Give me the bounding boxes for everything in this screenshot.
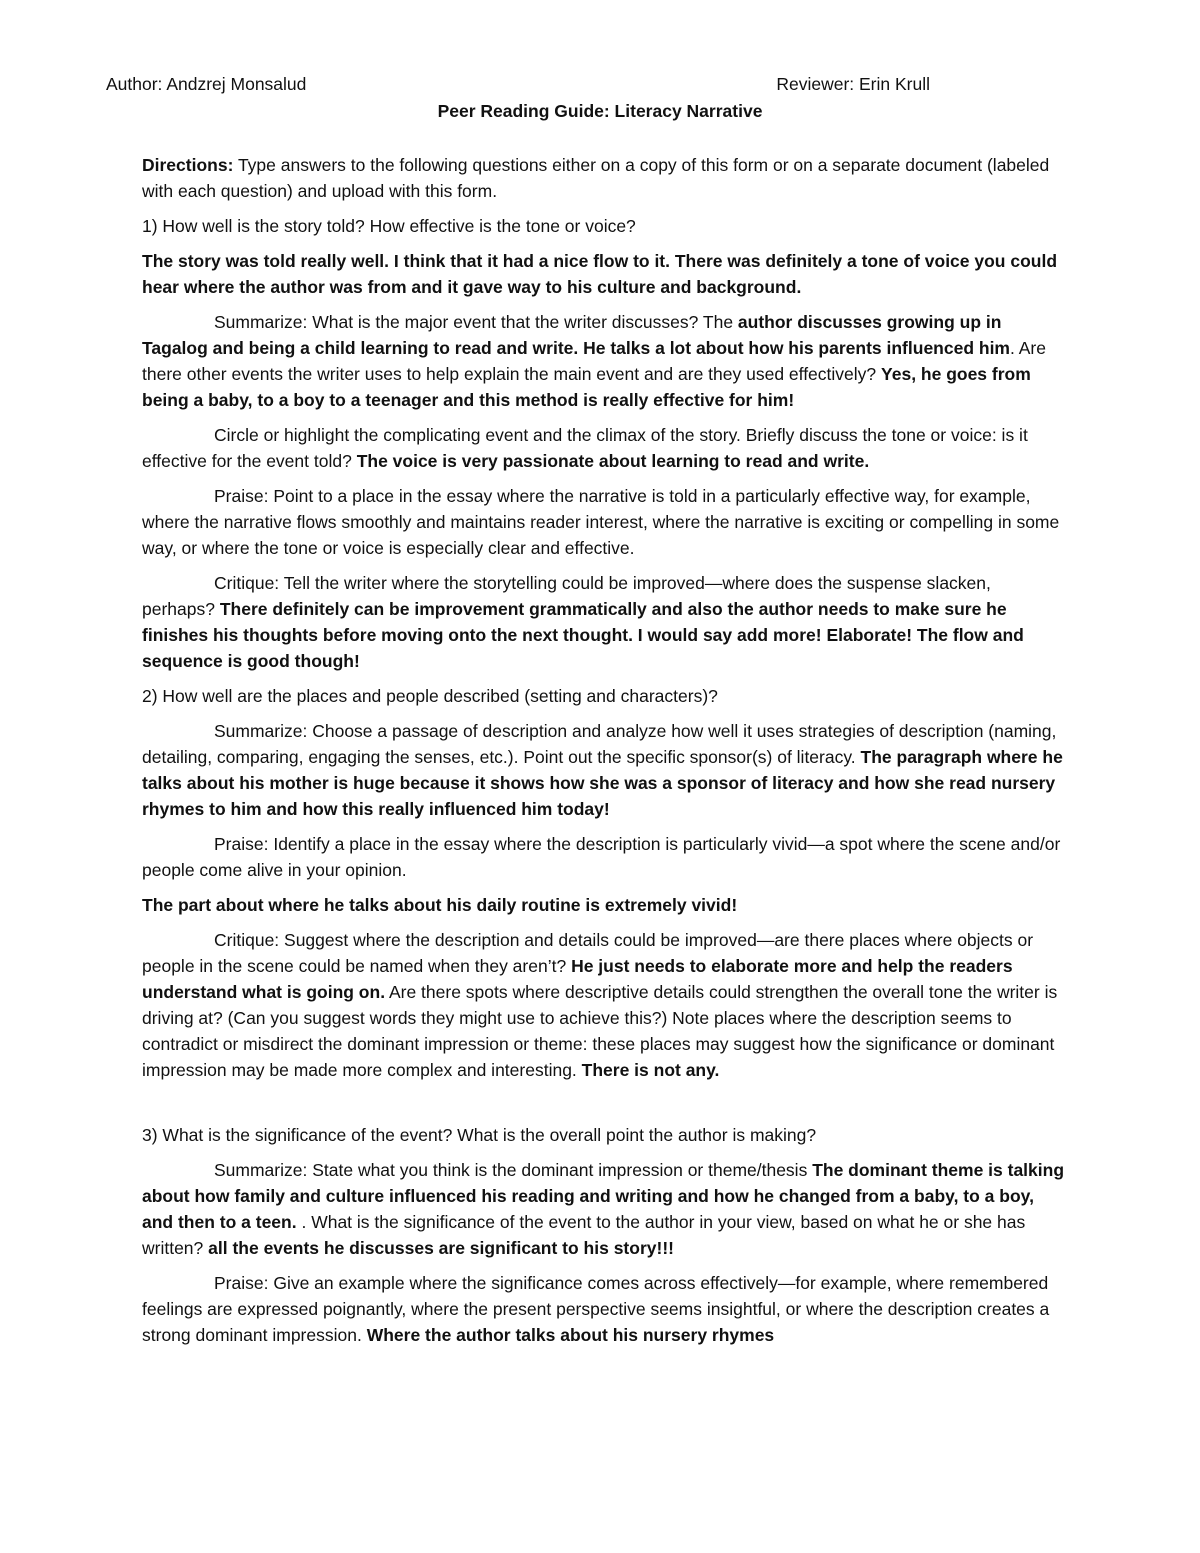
directions-paragraph xyxy=(142,152,1066,204)
q1-circle-paragraph xyxy=(142,422,1066,474)
q1-summarize-paragraph xyxy=(142,309,1066,413)
q2-critique-paragraph xyxy=(142,927,1066,1083)
q1-summarize-prompt-2: . Are there other events the writer uses to help explain the main event and are they used effectively? xyxy=(142,338,1046,384)
q2-praise-paragraph xyxy=(142,831,1066,883)
q3-summarize-paragraph xyxy=(142,1157,1066,1261)
q2-summarize-answer: The paragraph where he talks about his mother is huge because it shows how she was a sponsor of literacy and how she read nursery rhymes to him and how this really influenced him today! xyxy=(142,747,1063,819)
q2-summarize-paragraph xyxy=(142,718,1066,822)
q2-praise-answer: The part about where he talks about his daily routine is extremely vivid! xyxy=(142,895,738,915)
question-3: 3) What is the significance of the event? What is the overall point the author is making? xyxy=(142,1125,817,1145)
q1-summarize-answer: author discusses growing up in Tagalog and being a child learning to read and write. He talks a lot about how his parents influenced him xyxy=(142,312,1010,358)
directions-text: Type answers to the following questions either on a copy of this form or on a separate document (labeled with each question) and upload with this form. xyxy=(142,155,1050,201)
q1-summarize-answer-2: Yes, he goes from being a baby, to a boy to a teenager and this method is really effective for him! xyxy=(142,364,1031,410)
page-title: Peer Reading Guide: Literacy Narrative xyxy=(437,101,763,121)
section-gap xyxy=(142,1092,1066,1122)
question-2: 2) How well are the places and people described (setting and characters)? xyxy=(142,686,718,706)
directions-label: Directions: xyxy=(142,155,234,175)
q2-praise-answer-paragraph xyxy=(142,892,1066,918)
q3-praise-paragraph xyxy=(142,1270,1066,1348)
q1-circle-answer: The voice is very passionate about learning to read and write. xyxy=(356,451,870,471)
q1-circle-prompt: Circle or highlight the complicating event and the climax of the story. Briefly discuss the tone or voice: is it effective for the event told? xyxy=(142,425,1028,471)
q3-praise-answer: Where the author talks about his nursery rhymes xyxy=(366,1325,775,1345)
q1-critique-answer: There definitely can be improvement grammatically and also the author needs to make sure he finishes his thoughts before moving onto the next thought. I would say add more! Elaborate! The flow and sequence is good though! xyxy=(142,599,1024,671)
q1-praise-prompt: Praise: Point to a place in the essay where the narrative is told in a particularly effective way, for example, where the narrative flows smoothly and maintains reader interest, where the narrative is exciting or compelling in some way, or where the tone or voice is especially clear and effective. xyxy=(142,486,1060,558)
document-body xyxy=(142,152,1066,1357)
q3-summarize-prompt-2: . What is the significance of the event to the author in your view, based on what he or she has written? xyxy=(142,1212,1026,1258)
answer-1-text: The story was told really well. I think that it had a nice flow to it. There was definitely a tone of voice you could hear where the author was from and it gave way to his culture and background. xyxy=(142,251,1058,297)
q3-praise-prompt: Praise: Give an example where the significance comes across effectively—for example, where remembered feelings are expressed poignantly, where the present perspective seems insightful, or where the description creates a strong dominant impression. xyxy=(142,1273,1050,1345)
reviewer-line: Reviewer: Erin Krull xyxy=(776,74,930,94)
q3-summarize-answer-2: all the events he discusses are significant to his story!!! xyxy=(208,1238,674,1258)
q3-summarize-answer: The dominant theme is talking about how family and culture influenced his reading and writing and how he changed from a baby, to a boy, and then to a teen. xyxy=(142,1160,1065,1232)
author-line: Author: Andzrej Monsalud xyxy=(106,74,307,94)
q2-critique-prompt-2: Are there spots where descriptive details could strengthen the overall tone the writer is driving at? (Can you suggest words they might use to achieve this?) Note places where the description seems to contradict or misdirect the dominant impression or theme: these places may suggest how the significance or dominant impression may be made more complex and interesting. xyxy=(142,982,1058,1080)
header xyxy=(106,74,930,98)
q1-praise-paragraph xyxy=(142,483,1066,561)
q1-critique-paragraph xyxy=(142,570,1066,674)
q3-summarize-prompt: Summarize: State what you think is the dominant impression or theme/thesis xyxy=(214,1160,813,1180)
question-1: 1) How well is the story told? How effective is the tone or voice? xyxy=(142,216,636,236)
q2-critique-answer: He just needs to elaborate more and help the readers understand what is going on. xyxy=(142,956,1013,1002)
q1-critique-prompt: Critique: Tell the writer where the storytelling could be improved—where does the suspense slacken, perhaps? xyxy=(142,573,991,619)
q2-critique-prompt: Critique: Suggest where the description and details could be improved—are there places where objects or people in the scene could be named when they aren’t? xyxy=(142,930,1034,976)
answer-1 xyxy=(142,248,1066,300)
q2-praise-prompt: Praise: Identify a place in the essay where the description is particularly vivid—a spot where the scene and/or people come alive in your opinion. xyxy=(142,834,1061,880)
q1-summarize-prompt: Summarize: What is the major event that the writer discusses? The xyxy=(214,312,738,332)
q2-critique-answer-2: There is not any. xyxy=(581,1060,720,1080)
q2-summarize-prompt: Summarize: Choose a passage of description and analyze how well it uses strategies of description (naming, detailing, comparing, engaging the senses, etc.). Point out the specific sponsor(s) of literacy. xyxy=(142,721,1057,767)
